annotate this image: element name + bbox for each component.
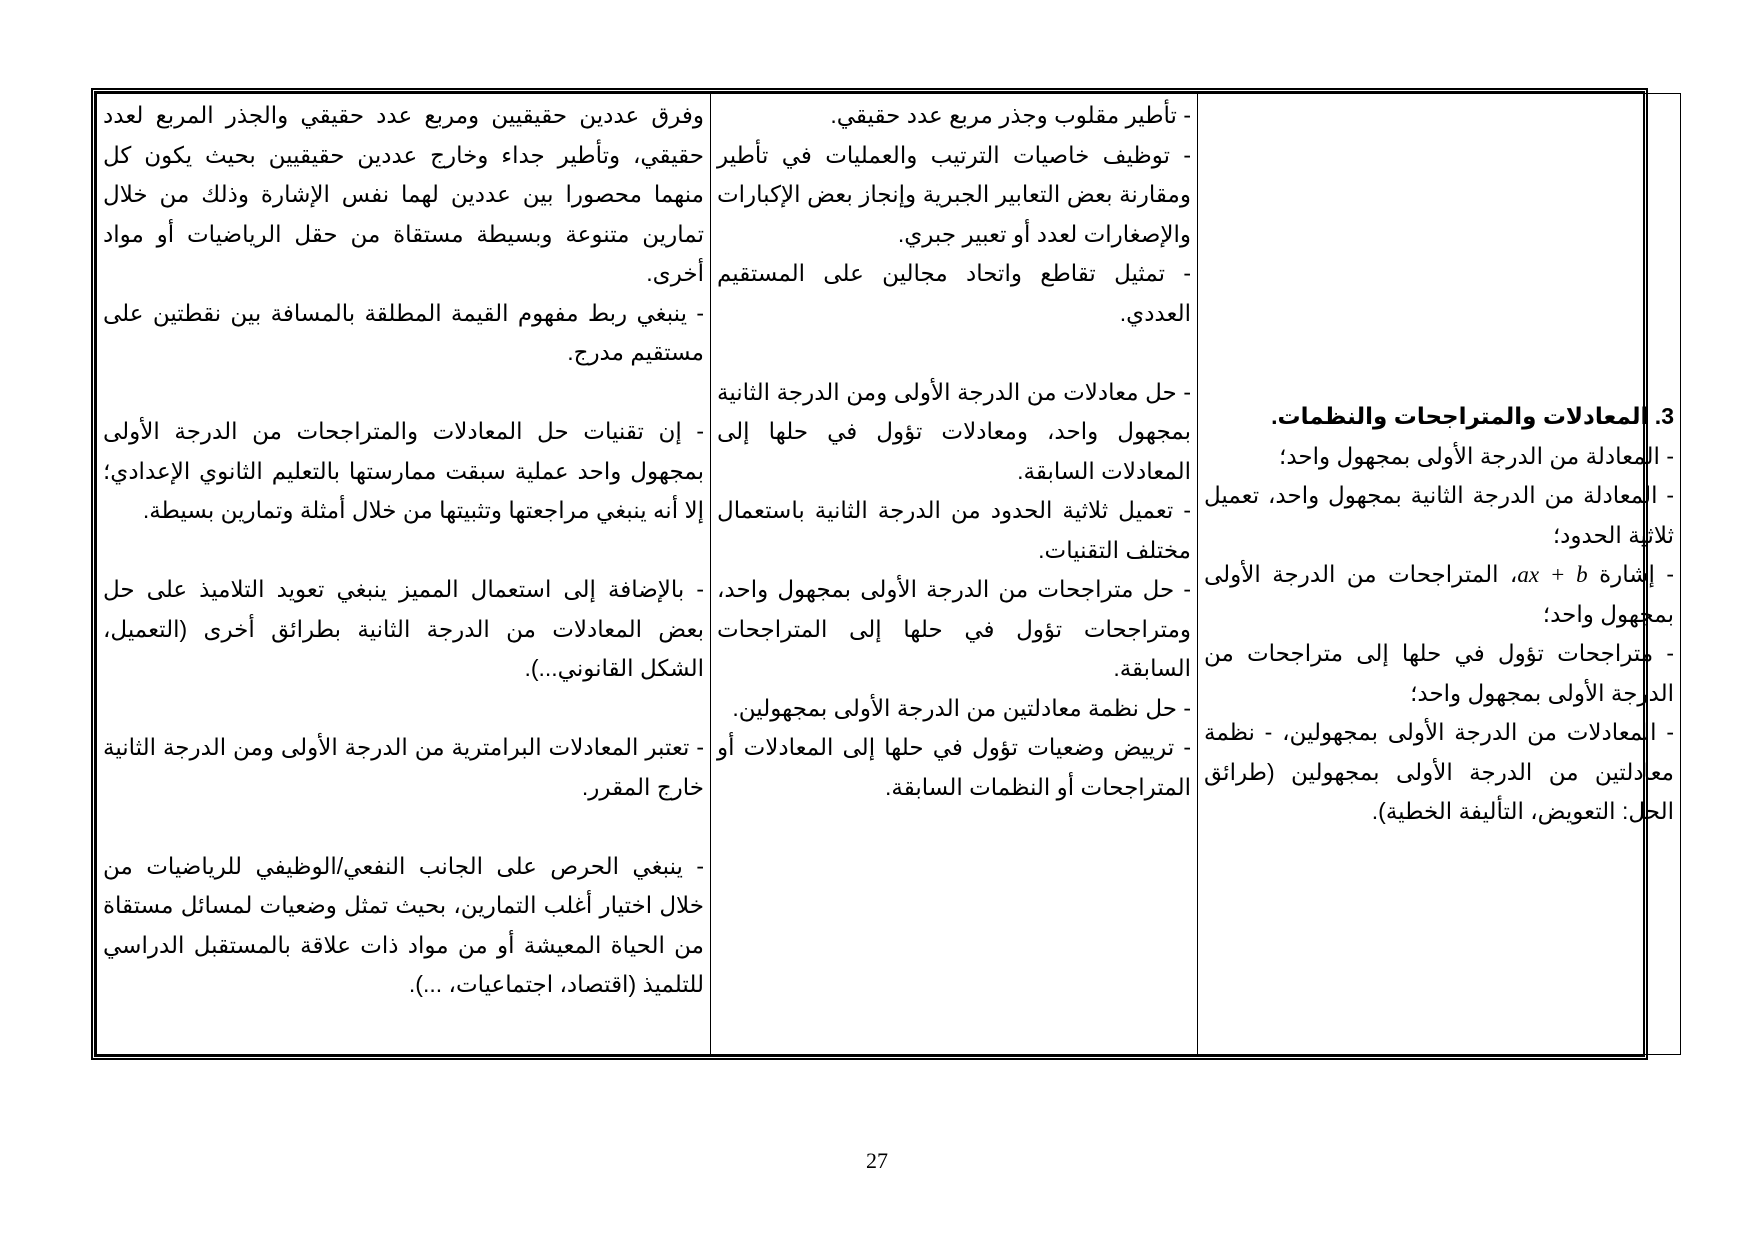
skills-item: - حل متراجحات من الدرجة الأولى بمجهول واحد، ومتراجحات تؤول في حلها إلى المتراجحات السابقة.: [717, 576, 1191, 681]
content-table-frame: [91, 88, 1674, 1060]
content-item-suffix: ، المتراجحات من الدرجة الأولى بمجهول واحد؛: [1204, 561, 1674, 627]
notes-paragraph: - إن تقنيات حل المعادلات والمتراجحات من الدرجة الأولى بمجهول واحد عملية سبقت ممارستها بالتعليم الثانوي الإعدادي؛ إلا أنه ينبغي مراجعتها وتثبيتها من خلال أمثلة وتمارين بسيطة.: [103, 418, 704, 523]
content-item-prefix: - إشارة: [1599, 561, 1674, 587]
notes-paragraph: - تعتبر المعادلات البرامترية من الدرجة الأولى ومن الدرجة الثانية خارج المقرر.: [103, 734, 704, 800]
math-expression: ax + b: [1517, 562, 1588, 587]
curriculum-table: [96, 93, 1681, 1055]
table-row: [97, 94, 1681, 1055]
skills-item: - تأطير مقلوب وجذر مربع عدد حقيقي.: [830, 102, 1191, 128]
section-title: 3. المعادلات والمتراجحات والنظمات.: [1271, 403, 1674, 429]
skills-item: - تمثيل تقاطع واتحاد مجالين على المستقيم العددي.: [717, 260, 1191, 326]
page-number: 27: [866, 1148, 888, 1173]
skills-item: - حل نظمة معادلتين من الدرجة الأولى بمجهولين.: [732, 694, 1191, 721]
content-item: - المعادلة من الدرجة الثانية بمجهول واحد، تعميل ثلاثية الحدود؛: [1204, 482, 1674, 548]
notes-column: [97, 94, 711, 1055]
skills-item: - تعميل ثلاثية الحدود من الدرجة الثانية باستعمال مختلف التقنيات.: [717, 497, 1191, 563]
content-item: - المعادلات من الدرجة الأولى بمجهولين، - نظمة معادلتين من الدرجة الأولى بمجهولين (طرائق الحل: التعويض، التأليفة الخطية).: [1204, 719, 1674, 824]
content-item: - متراجحات تؤول في حلها إلى متراجحات من الدرجة الأولى بمجهول واحد؛: [1204, 640, 1674, 706]
content-column: [1198, 94, 1681, 1055]
notes-paragraph: - ينبغي الحرص على الجانب النفعي/الوظيفي للرياضيات من خلال اختيار أغلب التمارين، بحيث تمثل وضعيات لمسائل مستقاة من الحياة المعيشة أو من مواد ذات علاقة بالمستقبل الدراسي للتلميذ (اقتصاد، اجتماعيات، ...).: [103, 852, 704, 997]
skills-item: - حل معادلات من الدرجة الأولى ومن الدرجة الثانية بمجهول واحد، ومعادلات تؤول في حلها إلى المعادلات السابقة.: [717, 378, 1191, 484]
content-item: [1204, 555, 1674, 634]
content-item: - المعادلة من الدرجة الأولى بمجهول واحد؛: [1279, 442, 1674, 469]
notes-paragraph: وفرق عددين حقيقيين ومربع عدد حقيقي والجذر المربع لعدد حقيقي، وتأطير جداء وخارج عددين حقيقيين بحيث يكون كل منهما محصورا بين عددين لهما نفس الإشارة وذلك من خلال تمارين متنوعة وبسيطة مستقاة من حقل الرياضيات أو مواد أخرى.: [103, 102, 704, 286]
skills-item: - ترييض وضعيات تؤول في حلها إلى المعادلات أو المتراجحات أو النظمات السابقة.: [717, 734, 1191, 800]
notes-paragraph: - ينبغي ربط مفهوم القيمة المطلقة بالمسافة بين نقطتين على مستقيم مدرج.: [103, 299, 704, 365]
skills-item: - توظيف خاصيات الترتيب والعمليات في تأطير ومقارنة بعض التعابير الجبرية وإنجاز بعض الإكبارات والإصغارات لعدد أو تعبير جبري.: [717, 141, 1191, 247]
skills-column: [711, 94, 1198, 1055]
notes-paragraph: - بالإضافة إلى استعمال المميز ينبغي تعويد التلاميذ على حل بعض المعادلات من الدرجة الثانية بطرائق أخرى (التعميل، الشكل القانوني...).: [103, 576, 704, 681]
